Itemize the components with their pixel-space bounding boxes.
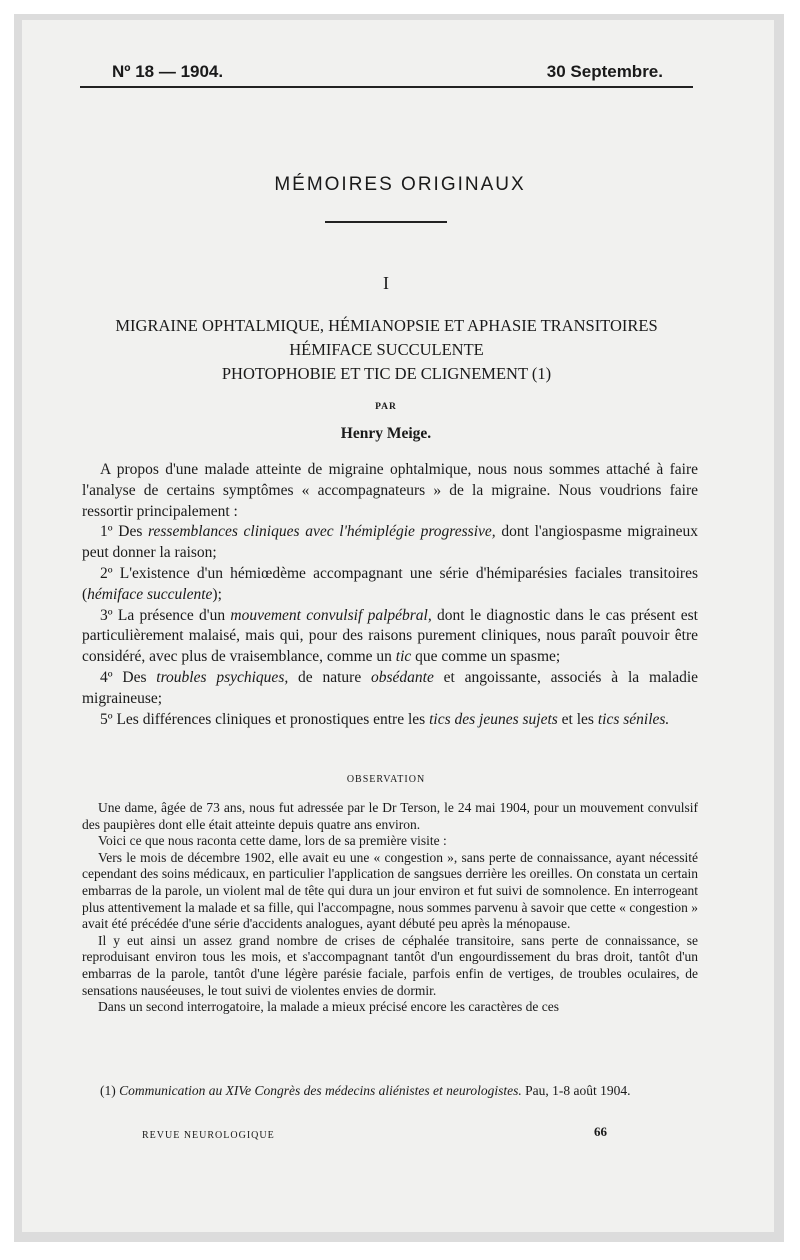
observation-paragraph: Il y eut ainsi un assez grand nombre de crises de céphalée transitoire, sans perte de connaissance, se reproduisant environ tous les mois, et s'accompagnant tantôt d'un engourdissement du bras droit, tantôt d'un embarras de la parole, tantôt d'une légère parésie faciale, parfois enfin de vertiges, de troubles oculaires, de sensations nauséeuses, le tout suivi de violentes envies de dormir. [82,932,698,998]
title-line: HÉMIFACE SUCCULENTE [289,340,484,359]
title-line: MIGRAINE OPHTALMIQUE, HÉMIANOPSIE ET APHASIE TRANSITOIRES [115,316,658,335]
byline-par: PAR [375,402,397,412]
page-number: 66 [594,1124,607,1139]
title-line: PHOTOPHOBIE ET TIC DE CLIGNEMENT (1) [221,364,552,383]
journal-name: REVUE NEUROLOGIQUE [142,1130,275,1141]
running-header [90,58,693,88]
footnote: (1) Communication au XIVe Congrès des médecins aliénistes et neurologistes. Pau, 1-8 août 1904. [100,1083,631,1098]
intro-paragraph: A propos d'une malade atteinte de migraine ophtalmique, nous nous sommes attaché à faire l'analyse de certains symptômes « accompagnateurs » de la migraine. Nous voudrions faire ressortir principalement : [82,461,698,520]
header-rule [80,86,693,88]
author-name: Henry Meige. [340,425,432,442]
section-title: MÉMOIRES ORIGINAUX [274,174,526,195]
issue-number: Nº 18 — 1904. [112,62,224,81]
section-divider [325,221,447,223]
article-body [82,460,698,730]
article-numeral: I [383,273,389,293]
observation-body [82,800,698,1016]
observation-paragraph: Voici ce que nous raconta cette dame, lors de sa première visite : [98,833,447,849]
point-1: 1º Des ressemblances cliniques avec l'hémiplégie progressive, dont l'angiospasme migraineux peut donner la raison; [82,523,699,562]
observation-paragraph: Une dame, âgée de 73 ans, nous fut adressée par le Dr Terson, le 24 mai 1904, pour un mouvement convulsif des paupières dont elle était atteinte depuis quatre ans environ. [82,800,698,832]
issue-date: 30 Septembre. [546,62,663,81]
article-title [80,314,693,386]
point-2: 2º L'existence d'un hémiœdème accompagnant une série d'hémiparésies faciales transitoires (hémiface succulente); [82,564,698,603]
observation-heading: OBSERVATION [346,774,426,785]
point-4: 4º Des troubles psychiques, de nature obsédante et angoissante, associés à la maladie migraineuse; [82,668,699,707]
point-5: 5º Les différences cliniques et pronostiques entre les tics des jeunes sujets et les tics séniles. [100,710,670,728]
observation-paragraph: Vers le mois de décembre 1902, elle avait eu une « congestion », sans perte de connaissance, ayant nécessité cependant des soins médicaux, en particulier l'application de sangsues derrière les oreilles. On constata un certain embarras de la parole, un violent mal de tête qui dura un jour environ et fut suivi de somnolence. En interrogeant plus attentivement la malade et sa fille, qui l'accompagne, nous sommes parvenu à savoir que cette « congestion » avait été précédée d'une série d'accidents analogues, ayant débuté peu après la ménopause. [82,849,698,932]
observation-paragraph: Dans un second interrogatoire, la malade a mieux précisé encore les caractères de ces [98,999,560,1015]
point-3: 3º La présence d'un mouvement convulsif palpébral, dont le diagnostic dans le cas présent est particulièrement malaisé, mais qui, pour des raisons purement cliniques, nous paraît pouvoir être considéré, avec plus de vraisemblance, comme un tic que comme un spasme; [82,606,698,666]
